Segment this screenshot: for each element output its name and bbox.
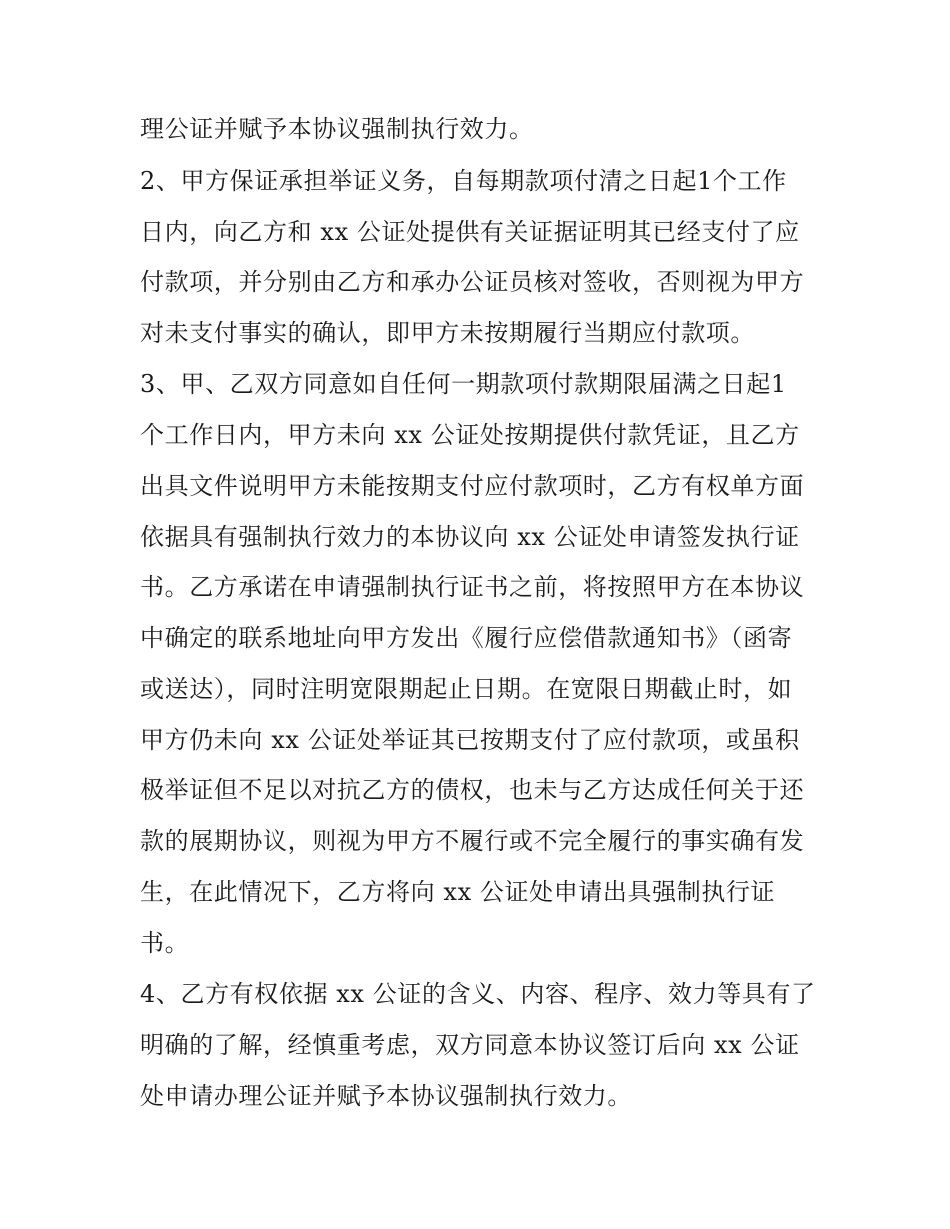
text-line: 书。乙方承诺在申请强制执行证书之前，将按照甲方在本协议 [140,573,805,601]
text-line: 依据具有强制执行效力的本协议向 xx 公证处申请签发执行证 [140,523,800,551]
text-line: 日内，向乙方和 xx 公证处提供有关证据证明其已经支付了应 [140,218,800,246]
text-line: 理公证并赋予本协议强制执行效力。 [140,115,534,143]
text-line: 个工作日内，甲方未向 xx 公证处按期提供付款凭证，且乙方 [140,421,800,449]
text-line: 出具文件说明甲方未能按期支付应付款项时，乙方有权单方面 [140,472,805,500]
text-line: 对未支付事实的确认，即甲方未按期履行当期应付款项。 [140,319,755,347]
text-line: 处申请办理公证并赋予本协议强制执行效力。 [140,1082,632,1110]
text-line: 2、甲方保证承担举证义务，自每期款项付清之日起1个工作 [140,167,787,195]
text-line: 3、甲、乙双方同意如自任何一期款项付款期限届满之日起1 [140,370,787,398]
text-line: 款的展期协议，则视为甲方不履行或不完全履行的事实确有发 [140,827,805,855]
text-line: 书。 [140,929,190,957]
text-line: 明确的了解，经慎重考虑，双方同意本协议签订后向 xx 公证 [140,1031,800,1059]
text-line: 极举证但不足以对抗乙方的债权，也未与乙方达成任何关于还 [140,776,805,804]
text-line: 中确定的联系地址向甲方发出《履行应偿借款通知书》（函寄 [140,624,793,652]
text-line: 4、乙方有权依据 xx 公证的含义、内容、程序、效力等具有了 [140,980,816,1008]
text-line: 生，在此情况下，乙方将向 xx 公证处申请出具强制执行证 [140,878,776,906]
text-line: 或送达），同时注明宽限期起止日期。在宽限日期截止时，如 [140,675,793,703]
text-line: 甲方仍未向 xx 公证处举证其已按期支付了应付款项，或虽积 [140,726,800,754]
text-line: 付款项，并分别由乙方和承办公证员核对签收，否则视为甲方 [140,268,805,296]
